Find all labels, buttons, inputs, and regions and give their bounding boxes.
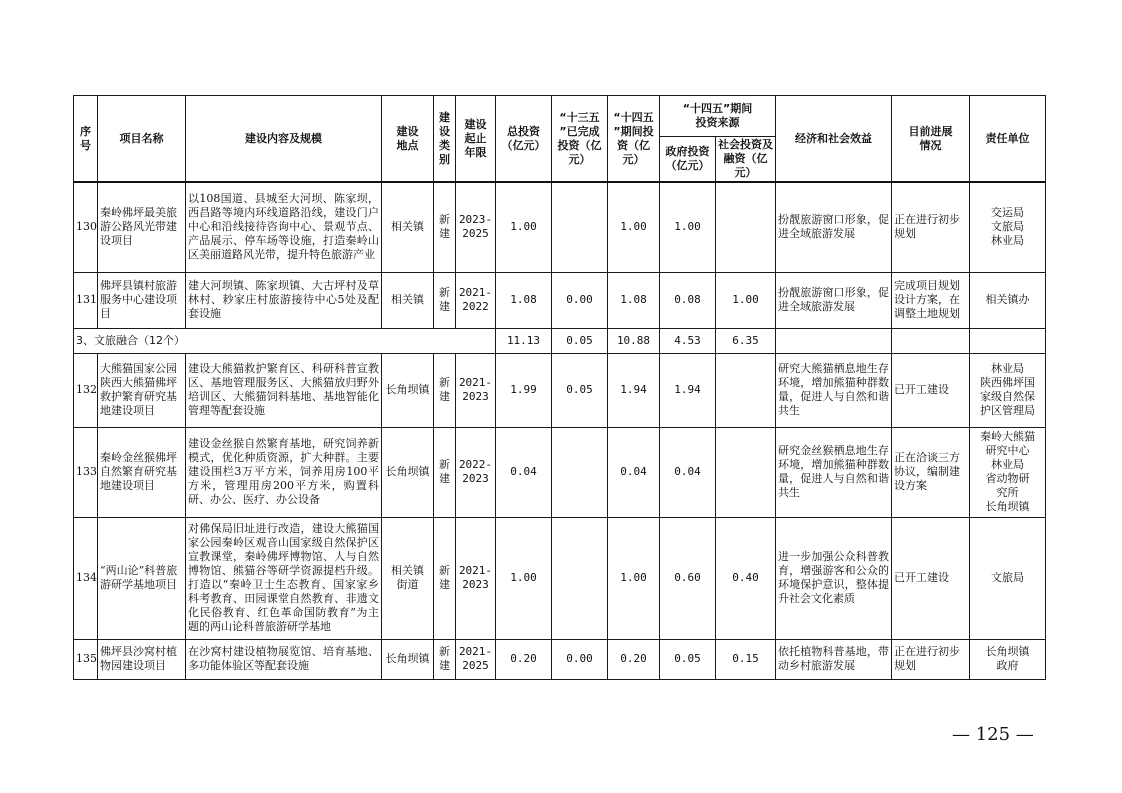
cell-period: 2021- 2025 (456, 639, 496, 679)
table-header (74, 96, 1046, 183)
section-empty-progress (892, 328, 970, 353)
cell-done13: 0.05 (552, 353, 608, 427)
cell-unit: 相关镇办 (970, 272, 1046, 328)
cell-name: 佛坪县镇村旅游服务中心建设项目 (98, 272, 186, 328)
header-social: 社会投资及 融资（亿 元） (716, 137, 776, 183)
table-row (74, 272, 1046, 328)
header-name: 项目名称 (98, 96, 186, 183)
page-number: — 125 — (952, 724, 1034, 745)
cell-content: 在沙窝村建设植物展览馆、培育基地、多功能体验区等配套设施 (186, 639, 382, 679)
table-row (74, 427, 1046, 517)
cell-period: 2021- 2022 (456, 272, 496, 328)
cell-content: 以108国道、县城至大河坝、陈家坝，西昌路等境内环线道路沿线，建设门户中心和沿线接待咨询中心、景观节点、产品展示、停车场等设施，打造秦岭山区美丽道路风光带，提升特色旅游产业 (186, 182, 382, 272)
cell-benefit: 进一步加强公众科普教育，增强游客和公众的环境保护意识，整体提升社会文化素质 (776, 517, 892, 639)
cell-type: 新 建 (434, 517, 456, 639)
cell-type: 新 建 (434, 353, 456, 427)
header-source-group: “十四五”期间 投资来源 (660, 96, 776, 137)
cell-done13: 0.00 (552, 272, 608, 328)
cell-unit: 林业局 陕西佛坪国 家级自然保 护区管理局 (970, 353, 1046, 427)
cell-period: 2021- 2023 (456, 353, 496, 427)
table-row (74, 639, 1046, 679)
cell-done13 (552, 182, 608, 272)
cell-gov: 0.05 (660, 639, 716, 679)
section-total: 11.13 (496, 328, 552, 353)
cell-plan14: 1.00 (608, 182, 660, 272)
cell-unit: 文旅局 (970, 517, 1046, 639)
cell-period: 2023- 2025 (456, 182, 496, 272)
cell-content: 建设金丝猴自然繁育基地，研究饲养新模式，优化种质资源，扩大种群。主要建设围栏3万平方米，饲养用房100平方米，管理用房200平方米，购置科研、办公、医疗、办公设备 (186, 427, 382, 517)
cell-plan14: 0.04 (608, 427, 660, 517)
header-location: 建设 地点 (382, 96, 434, 183)
cell-period: 2022- 2023 (456, 427, 496, 517)
cell-period: 2021- 2023 (456, 517, 496, 639)
header-progress: 目前进展 情况 (892, 96, 970, 183)
cell-content: 对佛保局旧址进行改造，建设大熊猫国家公园秦岭区观音山国家级自然保护区宣教课堂，秦岭佛坪博物馆、人与自然博物馆、熊猫谷等研学资源提档升级。打造以“秦岭卫士生态教育、国家家乡科考教育、田园课堂自然教育、非遗文化民俗教育、红色革命国防教育”为主题的两山论科普旅游研学基地 (186, 517, 382, 639)
header-seq: 序 号 (74, 96, 98, 183)
cell-name: 佛坪县沙窝村植物园建设项目 (98, 639, 186, 679)
cell-progress: 正在洽谈三方协议，编制建设方案 (892, 427, 970, 517)
cell-name: 秦岭金丝猴佛坪自然繁育研究基地建设项目 (98, 427, 186, 517)
cell-social: 1.00 (716, 272, 776, 328)
cell-unit: 交运局 文旅局 林业局 (970, 182, 1046, 272)
cell-location: 相关镇 街道 (382, 517, 434, 639)
cell-location: 长角坝镇 (382, 639, 434, 679)
cell-progress: 完成项目规划设计方案，在调整土地规划 (892, 272, 970, 328)
cell-benefit: 研究金丝猴栖息地生存环境，增加熊猫种群数量，促进人与自然和谐共生 (776, 427, 892, 517)
cell-seq: 135 (74, 639, 98, 679)
cell-location: 长角坝镇 (382, 427, 434, 517)
cell-benefit: 扮靓旅游窗口形象，促进全域旅游发展 (776, 272, 892, 328)
cell-social (716, 182, 776, 272)
cell-gov: 0.04 (660, 427, 716, 517)
cell-done13: 0.00 (552, 639, 608, 679)
cell-gov: 1.00 (660, 182, 716, 272)
header-plan14: “十四五 ”期间投 资（亿 元） (608, 96, 660, 183)
cell-gov: 0.08 (660, 272, 716, 328)
cell-name: 秦岭佛坪最美旅游公路风光带建设项目 (98, 182, 186, 272)
section-empty-benefit (776, 328, 892, 353)
cell-total: 0.20 (496, 639, 552, 679)
cell-social (716, 427, 776, 517)
cell-content: 建大河坝镇、陈家坝镇、大古坪村及草林村、耖家庄村旅游接待中心5处及配套设施 (186, 272, 382, 328)
header-content: 建设内容及规模 (186, 96, 382, 183)
section-done13: 0.05 (552, 328, 608, 353)
header-type: 建 设 类 别 (434, 96, 456, 183)
cell-social: 0.40 (716, 517, 776, 639)
cell-seq: 130 (74, 182, 98, 272)
table-row (74, 353, 1046, 427)
cell-type: 新 建 (434, 182, 456, 272)
cell-plan14: 1.94 (608, 353, 660, 427)
section-empty-unit (970, 328, 1046, 353)
cell-progress: 正在进行初步规划 (892, 182, 970, 272)
cell-total: 0.04 (496, 427, 552, 517)
cell-content: 建设大熊猫救护繁育区、科研科普宣教区、基地管理服务区、大熊猫放归野外培训区、大熊猫饲料基地、基地智能化管理等配套设施 (186, 353, 382, 427)
cell-benefit: 扮靓旅游窗口形象，促进全域旅游发展 (776, 182, 892, 272)
cell-type: 新 建 (434, 639, 456, 679)
header-total: 总投资 （亿元） (496, 96, 552, 183)
cell-location: 相关镇 (382, 182, 434, 272)
header-done13: “十三五 ”已完成 投资（亿 元） (552, 96, 608, 183)
cell-done13 (552, 427, 608, 517)
cell-location: 相关镇 (382, 272, 434, 328)
cell-type: 新 建 (434, 272, 456, 328)
cell-plan14: 1.00 (608, 517, 660, 639)
cell-progress: 已开工建设 (892, 353, 970, 427)
header-unit: 责任单位 (970, 96, 1046, 183)
header-benefit: 经济和社会效益 (776, 96, 892, 183)
cell-unit: 秦岭大熊猫 研究中心 林业局 省动物研 究所 长角坝镇 (970, 427, 1046, 517)
cell-benefit: 依托植物科普基地，带动乡村旅游发展 (776, 639, 892, 679)
cell-gov: 1.94 (660, 353, 716, 427)
cell-social (716, 353, 776, 427)
cell-total: 1.08 (496, 272, 552, 328)
cell-name: 大熊猫国家公园陕西大熊猫佛坪救护繁育研究基地建设项目 (98, 353, 186, 427)
section-plan14: 10.88 (608, 328, 660, 353)
cell-plan14: 0.20 (608, 639, 660, 679)
cell-seq: 134 (74, 517, 98, 639)
cell-benefit: 研究大熊猫栖息地生存环境，增加熊猫种群数量，促进人与自然和谐共生 (776, 353, 892, 427)
cell-social: 0.15 (716, 639, 776, 679)
cell-done13 (552, 517, 608, 639)
table-row (74, 182, 1046, 272)
section-row (74, 328, 1046, 353)
cell-seq: 132 (74, 353, 98, 427)
cell-progress: 正在进行初步规划 (892, 639, 970, 679)
section-label: 3、文旅融合（12个） (74, 328, 496, 353)
cell-total: 1.00 (496, 517, 552, 639)
header-period: 建设 起止 年限 (456, 96, 496, 183)
cell-total: 1.00 (496, 182, 552, 272)
header-gov: 政府投资 （亿元） (660, 137, 716, 183)
cell-gov: 0.60 (660, 517, 716, 639)
cell-name: “两山论”科普旅游研学基地项目 (98, 517, 186, 639)
table-row (74, 517, 1046, 639)
section-gov: 4.53 (660, 328, 716, 353)
cell-total: 1.99 (496, 353, 552, 427)
section-social: 6.35 (716, 328, 776, 353)
cell-seq: 133 (74, 427, 98, 517)
cell-progress: 已开工建设 (892, 517, 970, 639)
cell-location: 长角坝镇 (382, 353, 434, 427)
cell-unit: 长角坝镇 政府 (970, 639, 1046, 679)
cell-seq: 131 (74, 272, 98, 328)
project-table (73, 95, 1046, 680)
cell-plan14: 1.08 (608, 272, 660, 328)
cell-type: 新 建 (434, 427, 456, 517)
